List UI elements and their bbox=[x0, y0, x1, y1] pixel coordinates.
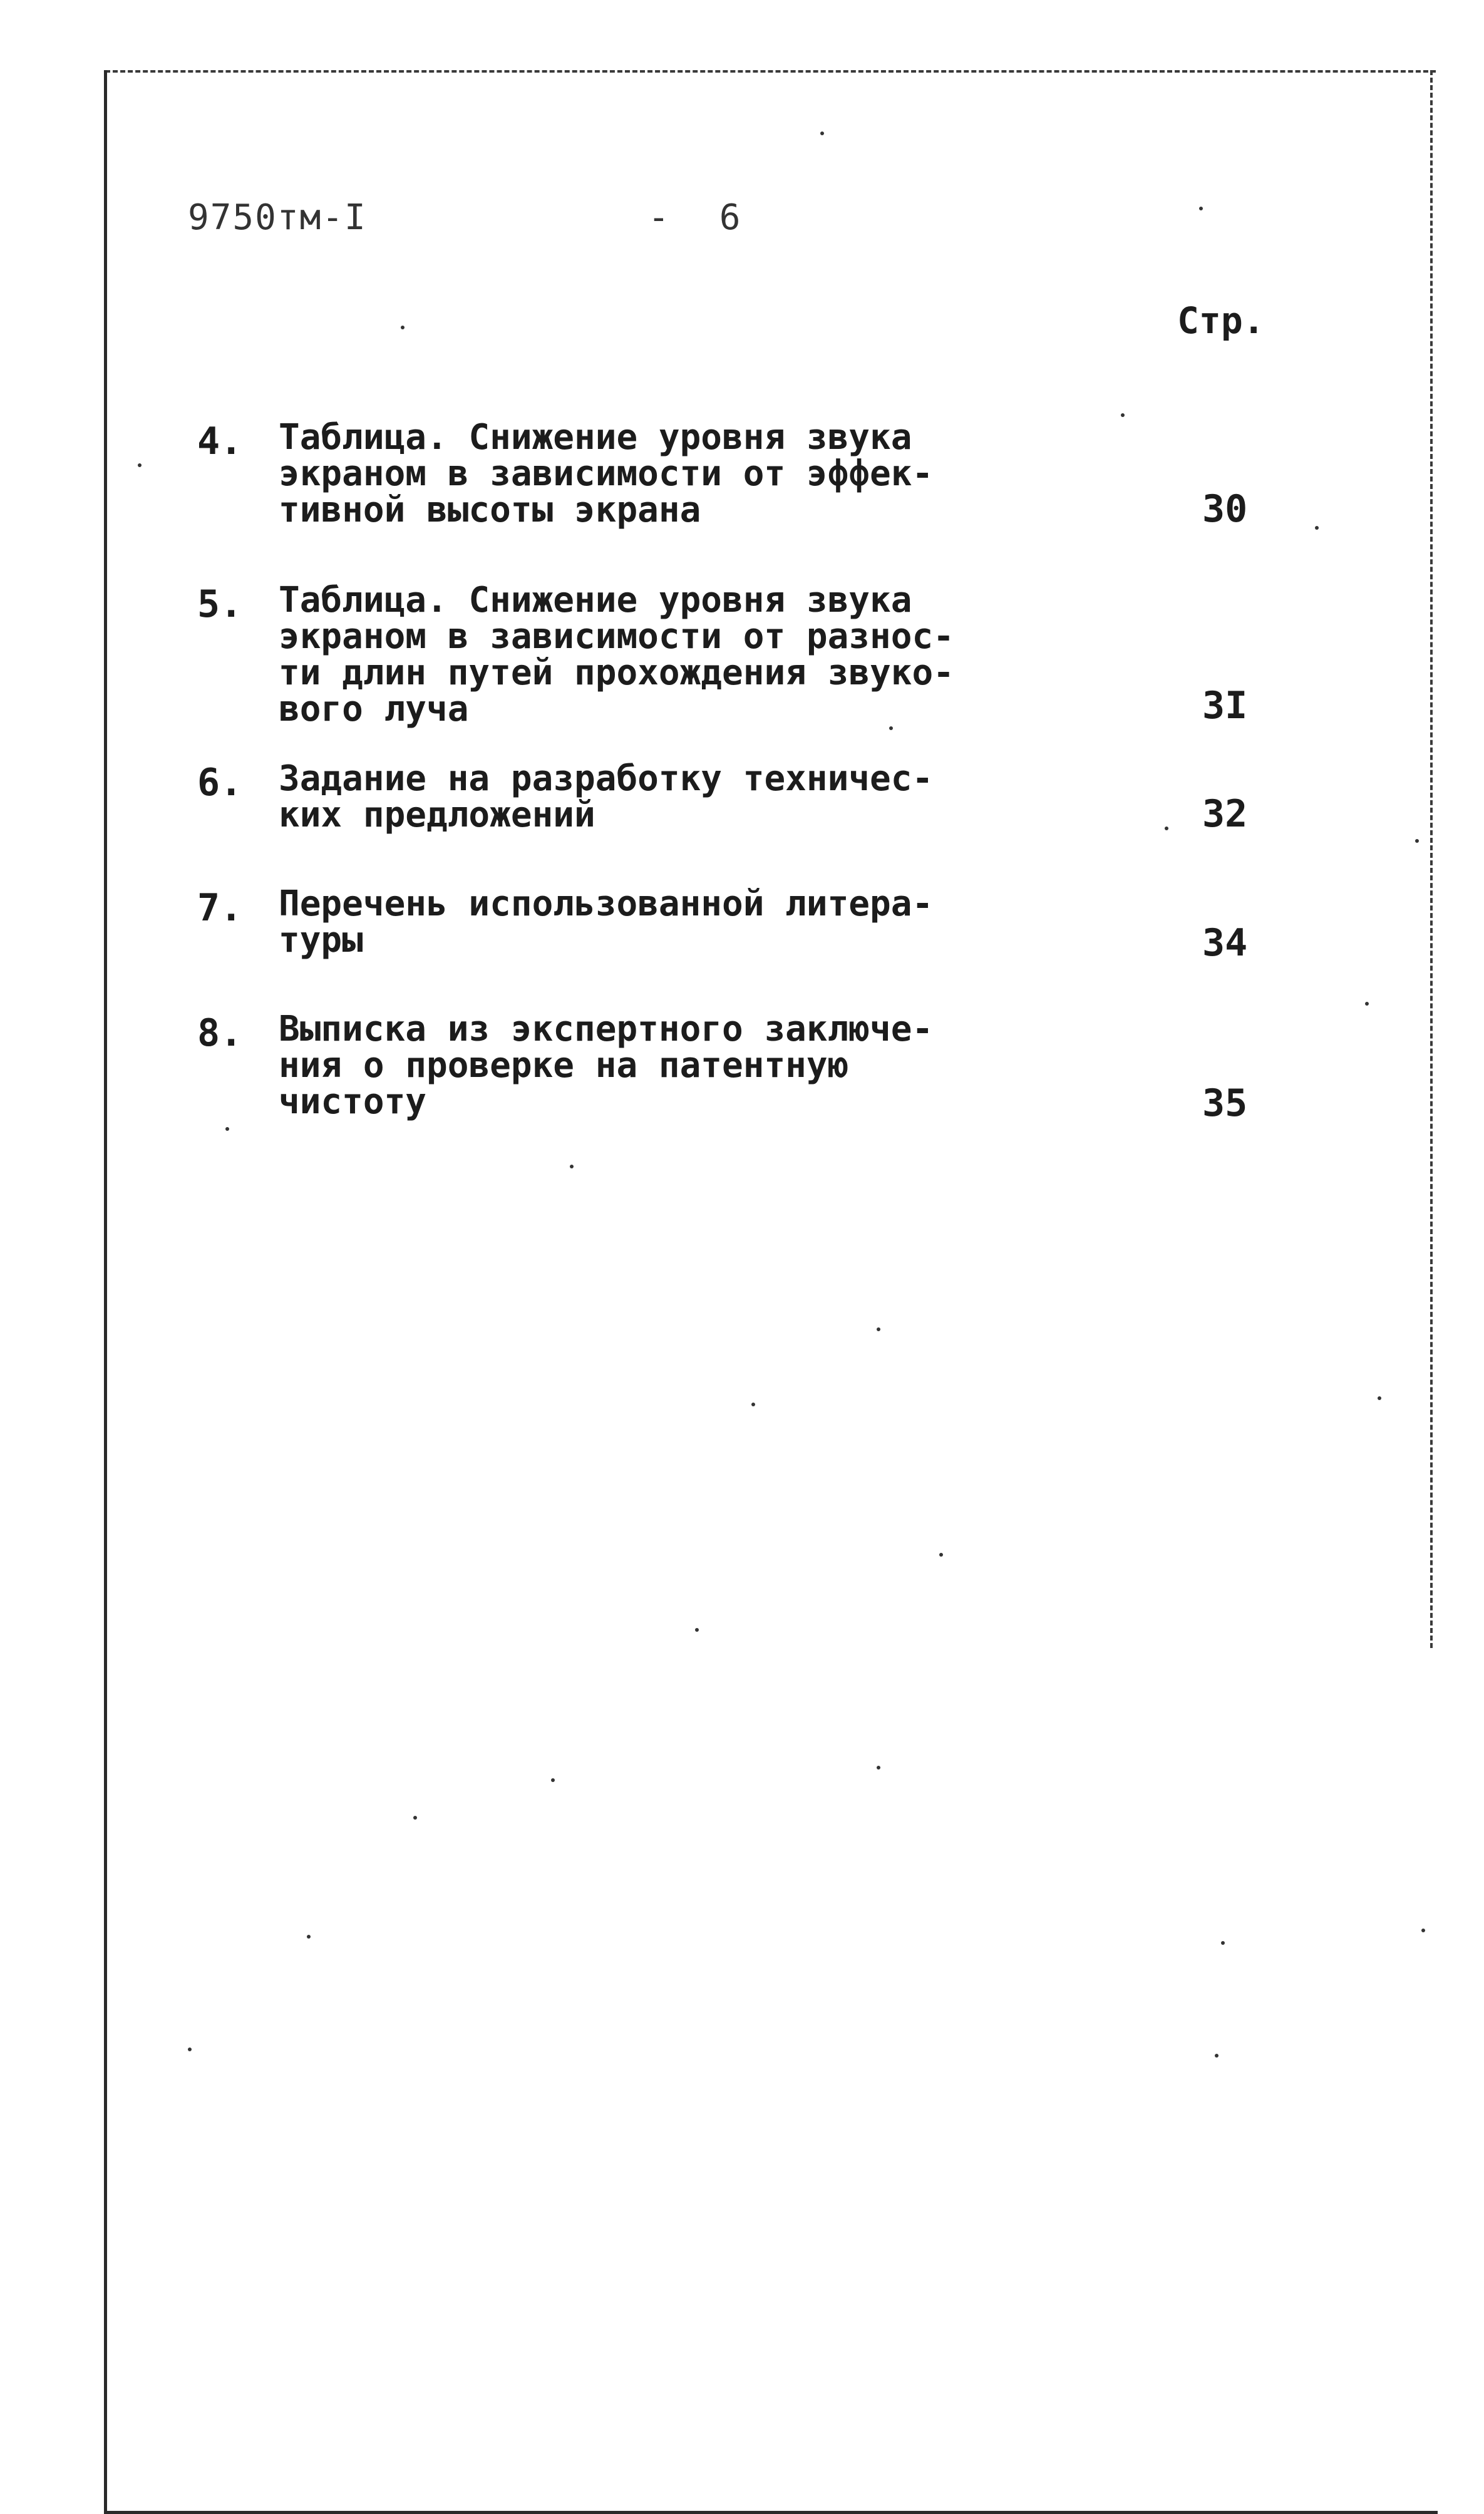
toc-item-page: 34 bbox=[1202, 921, 1248, 965]
toc-item-page: 35 bbox=[1202, 1081, 1248, 1125]
toc-item-title: Задание на разработку техничес- ких предложений bbox=[279, 758, 934, 835]
scan-speck bbox=[307, 1935, 311, 1939]
toc-item-number: 6. bbox=[197, 761, 243, 805]
toc-item-title: Таблица. Снижение уровня звука экраном в зависимости от эффек- тивной высоты экрана bbox=[279, 417, 934, 530]
scan-speck bbox=[413, 1816, 417, 1820]
toc-item-page: 3I bbox=[1202, 684, 1248, 728]
toc-item-page: 32 bbox=[1202, 792, 1248, 836]
scan-speck bbox=[1365, 1002, 1369, 1006]
page-number: 6 bbox=[719, 197, 741, 238]
scan-speck bbox=[695, 1628, 699, 1632]
scan-speck bbox=[1415, 839, 1419, 843]
scan-speck bbox=[889, 726, 893, 730]
scan-speck bbox=[1165, 827, 1168, 830]
scan-speck bbox=[401, 326, 404, 329]
scan-speck bbox=[1378, 1396, 1381, 1400]
page-column-header: Стр. bbox=[1177, 299, 1265, 342]
scan-speck bbox=[1199, 207, 1203, 210]
scan-speck bbox=[551, 1778, 555, 1782]
scan-speck bbox=[751, 1403, 755, 1406]
toc-item-number: 8. bbox=[197, 1011, 243, 1055]
scan-speck bbox=[877, 1766, 880, 1770]
scan-speck bbox=[877, 1327, 880, 1331]
page-frame-left-border bbox=[104, 70, 107, 2512]
toc-item-number: 5. bbox=[197, 582, 243, 626]
scan-speck bbox=[1215, 2054, 1219, 2058]
scan-speck bbox=[225, 1127, 229, 1131]
page-frame-top-border bbox=[105, 70, 1436, 73]
toc-item-number: 4. bbox=[197, 420, 243, 463]
toc-item-title: Выписка из экспертного заключе- ния о проверке на патентную чистоту bbox=[279, 1009, 934, 1122]
scan-speck bbox=[1221, 1941, 1225, 1945]
scan-speck bbox=[1315, 526, 1319, 530]
toc-item-page: 30 bbox=[1202, 487, 1248, 531]
scan-speck bbox=[188, 2048, 192, 2051]
page-number-dash: - bbox=[648, 197, 669, 238]
scan-speck bbox=[570, 1165, 574, 1168]
page-frame-bottom-border bbox=[104, 2511, 1438, 2514]
toc-item-title: Перечень использованной литера- туры bbox=[279, 884, 934, 961]
scan-speck bbox=[1421, 1929, 1425, 1932]
toc-item-number: 7. bbox=[197, 886, 243, 930]
scan-speck bbox=[138, 463, 142, 467]
page-frame-right-border bbox=[1430, 70, 1433, 1648]
scan-speck bbox=[939, 1553, 943, 1557]
scan-speck bbox=[1121, 413, 1125, 417]
page-number-line bbox=[648, 197, 740, 238]
document-code: 9750тм-I bbox=[188, 197, 367, 238]
toc-item-title: Таблица. Снижение уровня звука экраном в зависимости от разнос- ти длин путей прохождения звуко- вого луча bbox=[279, 580, 954, 729]
scan-speck bbox=[820, 131, 824, 135]
